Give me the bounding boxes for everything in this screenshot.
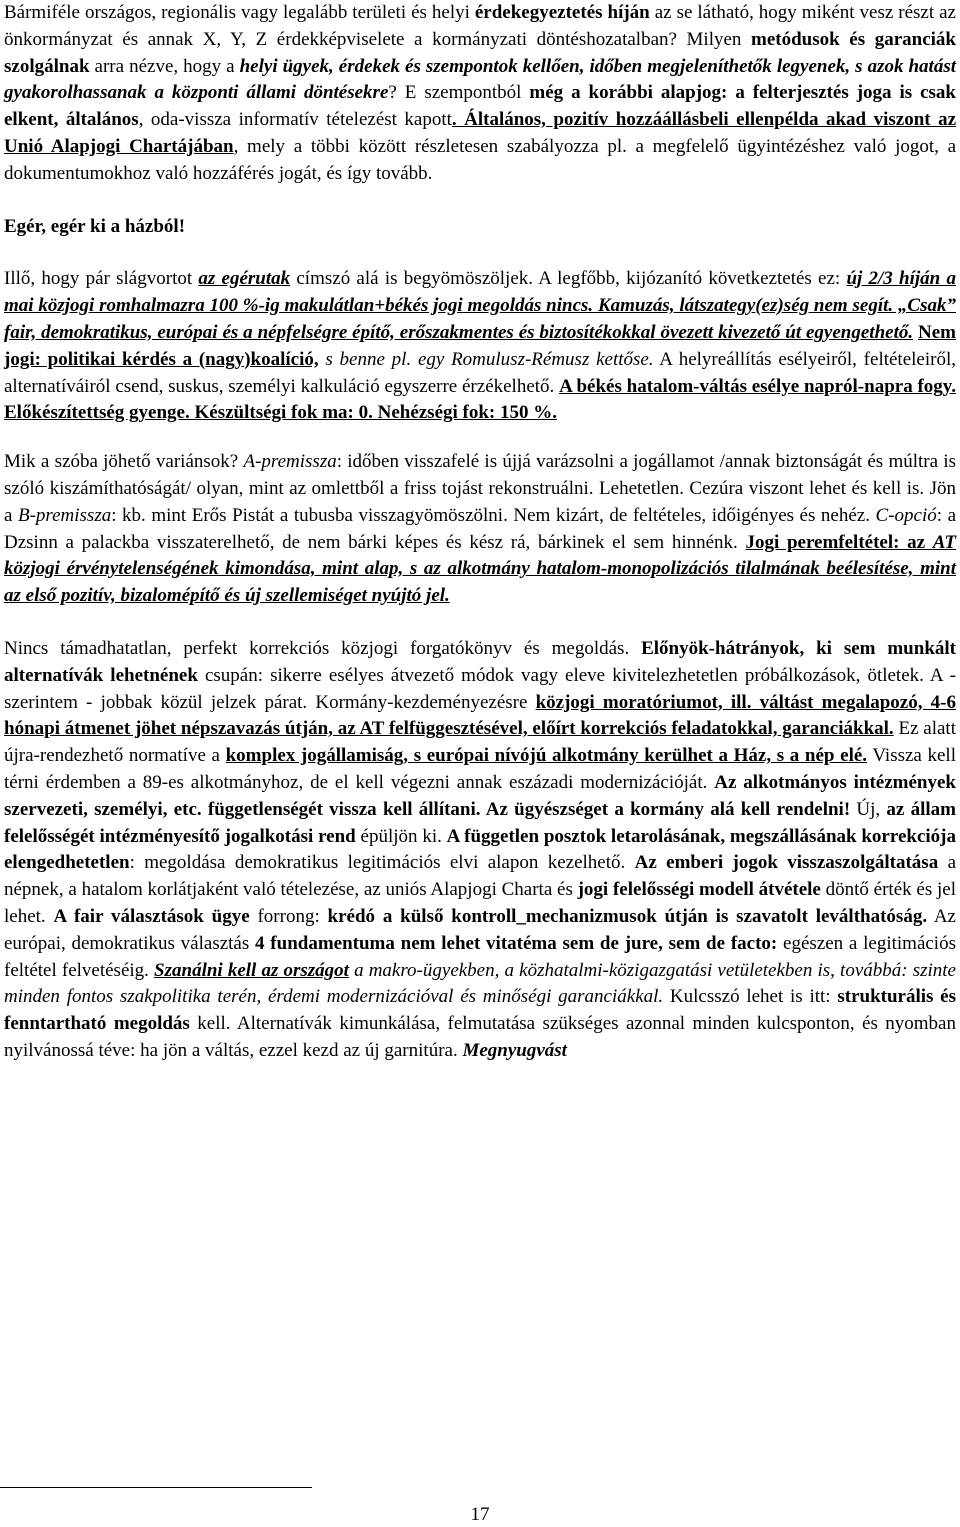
bold-run: A fair választások ügye [53,905,250,927]
bold-run: krédó a külső kontroll_mechanizmusok útján is szavatolt leválthatóság. [327,905,928,927]
text-run: : megoldása demokratikus legitimációs elvi alapon kezelhető. [129,852,635,874]
text-run: A helyreállítás esélyeiről, feltételeiről, alternatíváiról csend, suskus, személyi kalkuláció egyszerre érzékelhető. [4,348,956,397]
text-run: : kb. mint Erős Pistát a tubusba visszagyömöszölni. Nem kizárt, de feltételes, időigényes és nehéz. [111,504,876,526]
heading-text: Egér, egér ki a házból! [4,215,186,237]
text-run: Bármiféle országos, regionális vagy legalább területi és helyi [4,2,475,23]
bold-underlined-run: közjogi moratóriumot, ill. váltást megalapozó, 4-6 hónapi átmenet jöhet népszavazás útján, az AT felfüggesztésével, előírt korrekciós feladatokkal, garanciákkal. [4,691,956,740]
paragraph-scenarios [4,636,956,1065]
bold-italic-run: helyi ügyek, érdekek és szempontok kellően, időben megjeleníthetők legyenek, s azok hatást gyakorolhassanak a központi állami döntésekre [4,55,956,104]
bold-run: Az alkotmányos intézmények szervezeti, személyi, etc. függetlenségét vissza kell állítani. Az ügyészséget a kormány alá kell rendelni! [4,771,956,820]
text-run: ? E szempontból [388,82,530,104]
bold-run: A független posztok letarolásának, megszállásának korrekciója elengedhetetlen [4,825,956,874]
bold-run: metódusok és garanciák szolgálnak [4,28,956,77]
page-number: 17 [470,1504,490,1525]
text-run: Az európai, demokratikus választás [4,905,956,954]
text-run: forrong: [249,905,328,927]
text-run: egészen a legitimációs feltétel felvetéséig. [4,932,956,981]
text-run: Ez alatt újra-rendezhető normatíve a [4,718,956,767]
paragraph-variants [4,449,956,610]
paragraph-escape-routes [4,266,956,427]
text-run: a népnek, a hatalom korlátjaként való tételezése, az uniós Alapjogi Charta és [4,852,957,901]
text-run: Mik a szóba jöhető variánsok? [4,451,244,473]
text-run: , mely a többi között részletesen szabályozza pl. a megfelelő ügyintézéshez való jogot, a dokumentumokhoz való hozzáférés jogát, és így tovább. [4,135,957,184]
text-run: címszó alá is begyömöszöljek. A legfőbb, kijózanító következtetés ez: [290,268,847,290]
section-heading [4,214,956,241]
bold-run: érdekegyeztetés híján [474,2,650,23]
italic-run: a makro-ügyekben, a közhatalmi-közigazgatási vetületekben is, továbbá: szinte minden fontos szakpolitika terén, érdemi modernizációval és minőségi garanciákkal. [4,959,956,1008]
bold-italic-underlined-run: az egérutak [198,268,291,290]
bold-underlined-run: . Általános, pozitív hozzáállásbeli ellenpélda akad viszont az Unió Alapjogi Chartájában [4,109,956,157]
text-run: kell. Alternatívák kimunkálása, felmutatása szükséges azonnal minden kulcsponton, és nyomban nyilvánossá téve: ha jön a váltás, ezzel kezd az új garnitúra. [4,1013,956,1061]
bold-run: strukturális és fenntartható megoldás [4,986,956,1035]
bold-underlined-run: Jogi peremfeltétel: az [745,531,933,553]
bold-italic-underlined-run: Szanálni kell az országot [154,959,349,981]
bold-run: 4 fundamentuma nem lehet vitatéma sem de jure, sem de facto: [255,932,778,954]
text-run: az se látható, hogy miként vesz részt az önkormányzat és annak X, Y, Z érdekképviselete a kormányzati döntéshozatalban? Milyen [4,2,956,50]
bold-underlined-run: A békés hatalom-váltás esélye napról-napra fogy. Előkészítettség gyenge. Készültségi fok ma: 0. Nehézségi fok: 150 %. [4,375,956,424]
bold-run: Az emberi jogok visszaszolgáltatása [634,852,939,874]
italic-run: A-premissza [243,451,337,473]
text-run: Kulcsszó lehet is itt: [663,986,838,1008]
text-run: Vissza kell térni érdemben a 89-es alkotmányhoz, de el kell végezni annak eszázadi modernizációját. [4,745,956,793]
paragraph-interest-reconciliation [4,0,956,188]
bold-underlined-run: Nem jogi: politikai kérdés a (nagy)koalíció, [4,321,956,370]
text-run: : időben visszafelé is újjá varázsolni a jogállamot /annak biztonságát és múltra is szóló kiszámíthatóságát/ olyan, mint az omlettből a friss tojást rekonstruálni. Lehetetlen. Cezúra viszont lehet és kell is. Jön a [4,451,957,526]
text-run: Nincs támadhatatlan, perfekt korrekciós közjogi forgatókönyv és megoldás. [4,637,642,659]
text-run: döntő érték és jel lehet. [4,879,956,927]
bold-run: még a korábbi alapjog: a felterjesztés joga is csak elkent, általános [4,82,956,131]
text-run: Új, [850,798,887,820]
text-run: : a Dzsinn a palackba visszaterelhető, de nem bárki képes és kész rá, bárkinek el sem hinnénk. [4,504,957,553]
bold-run: jogi felelősségi modell átvétele [577,879,821,901]
bold-italic-underlined-run: AT közjogi érvénytelenségének kimondása, mint alap, s az alkotmány hatalom-monopolizációs tilalmának beélesítése, mint az első pozitív, bizalomépítő és új szellemiséget nyújtó jel. [4,531,956,607]
bold-italic-underlined-run: új 2/3 híján a mai közjogi romhalmazra 100 %-ig makulátlan+békés jogi megoldás nincs. Kamuzás, látszategy(ez)ség nem segít. „Csak” fair, demokratikus, európai és a népfelségre építő, erőszakmentes és biztosítékokkal övezett kivezető út egyengethető. [4,268,956,343]
text-run: , oda-vissza informatív tételezést kapott [138,109,452,131]
document-page [4,0,956,1065]
bold-italic-run: Megnyugvást [462,1039,567,1061]
text-run: Illő, hogy pár slágvortot [4,268,199,290]
footer-separator [0,1487,312,1488]
italic-run: C-opció [875,504,937,526]
italic-run: s benne pl. egy Romulusz-Rémusz kettőse. [318,348,654,370]
bold-underlined-run: komplex jogállamiság, s európai nívójú alkotmány kerülhet a Ház, s a nép elé. [225,745,868,767]
bold-run: Előnyök-hátrányok, ki sem munkált alternatívák lehetnének [4,637,956,686]
italic-run: B-premissza [17,504,112,526]
text-run: arra nézve, hogy a [89,55,240,77]
bold-run: az állam felelősségét intézményesítő jogalkotási rend [4,798,957,847]
text-run: épüljön ki. [355,825,447,847]
text-run: csupán: sikerre esélyes átvezető módok vagy eleve kivitelezhetetlen próbálkozások, ötletek. A - szerintem - jobbak közül jelzek párat. Kormány-kezdeményezésre [4,664,956,713]
